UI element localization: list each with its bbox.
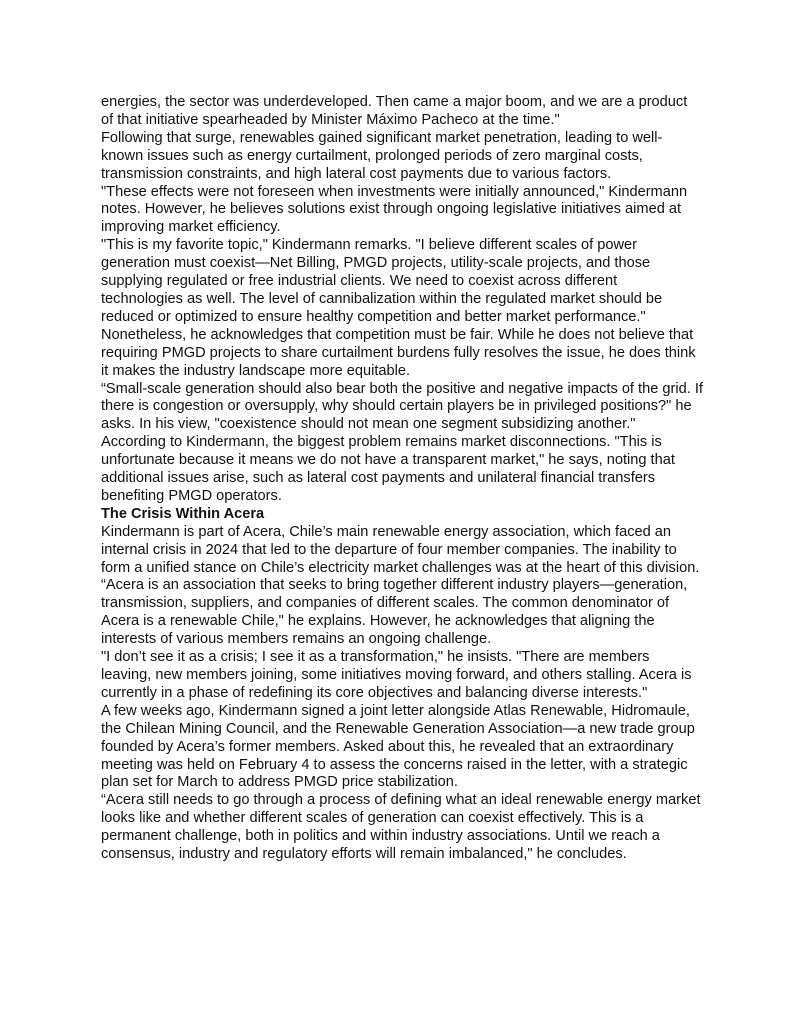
paragraph-1: energies, the sector was underdeveloped. Then came a major boom, and we are a product of that initiative spearheaded by Minister Máximo Pacheco at the time." xyxy=(101,94,688,128)
paragraph-10: "I don’t see it as a crisis; I see it as a transformation," he insists. "There are members leaving, new members joining, some initiatives moving forward, and others stalling. Acera is currently in a phase of redefining its core objectives and balancing diverse interests." xyxy=(101,649,692,701)
paragraph-5: Nonetheless, he acknowledges that competition must be fair. While he does not believe that requiring PMGD projects to share curtailment burdens fully resolves the issue, he does think it makes the industry landscape more equitable. xyxy=(101,326,696,379)
paragraph-8: Kindermann is part of Acera, Chile’s main renewable energy association, which faced an internal crisis in 2024 that led to the departure of four member companies. The inability to form a unified stance on Chile’s electricity market challenges was at the heart of this division. xyxy=(101,523,700,576)
paragraph-9: “Acera is an association that seeks to bring together different industry players—generation, transmission, suppliers, and companies of different scales. The common denominator of Acera is a renewable Chile," he explains. However, he acknowledges that aligning the interests of various members remains an ongoing challenge. xyxy=(101,577,688,648)
paragraph-2: Following that surge, renewables gained significant market penetration, leading to well-known issues such as energy curtailment, prolonged periods of zero marginal costs, transmission constraints, and high lateral cost payments due to various factors. xyxy=(101,129,663,182)
paragraph-12: “Acera still needs to go through a process of defining what an ideal renewable energy market looks like and whether different scales of generation can coexist effectively. This is a permanent challenge, both in politics and within industry associations. Until we reach a consensus, industry and regulatory efforts will remain imbalanced," he concludes. xyxy=(101,792,701,863)
paragraph-7: According to Kindermann, the biggest problem remains market disconnections. "This is unfortunate because it means we do not have a transparent market," he says, noting that additional issues arise, such as lateral cost payments and unilateral financial transfers benefiting PMGD operators. xyxy=(101,434,675,504)
document-page xyxy=(101,94,703,864)
section-heading: The Crisis Within Acera xyxy=(101,505,265,522)
paragraph-3: "These effects were not foreseen when investments were initially announced," Kindermann notes. However, he believes solutions exist through ongoing legislative initiatives aimed at improving market efficiency. xyxy=(101,183,688,236)
paragraph-4: "This is my favorite topic," Kindermann remarks. "I believe different scales of power generation must coexist—Net Billing, PMGD projects, utility-scale projects, and those supplying regulated or free industrial clients. We need to coexist across different technologies as well. The level of cannibalization within the regulated market should be reduced or optimized to ensure healthy competition and better market performance." xyxy=(101,237,663,325)
paragraph-11: A few weeks ago, Kindermann signed a joint letter alongside Atlas Renewable, Hidromaule, the Chilean Mining Council, and the Renewable Generation Association—a new trade group founded by Acera’s former members. Asked about this, he revealed that an extraordinary meeting was held on February 4 to assess the concerns raised in the letter, with a strategic plan set for March to address PMGD price stabilization. xyxy=(101,702,695,791)
paragraph-6: “Small-scale generation should also bear both the positive and negative impacts of the grid. If there is congestion or oversupply, why should certain players be in privileged positions?" he asks. In his view, "coexistence should not mean one segment subsidizing another." xyxy=(101,380,703,433)
